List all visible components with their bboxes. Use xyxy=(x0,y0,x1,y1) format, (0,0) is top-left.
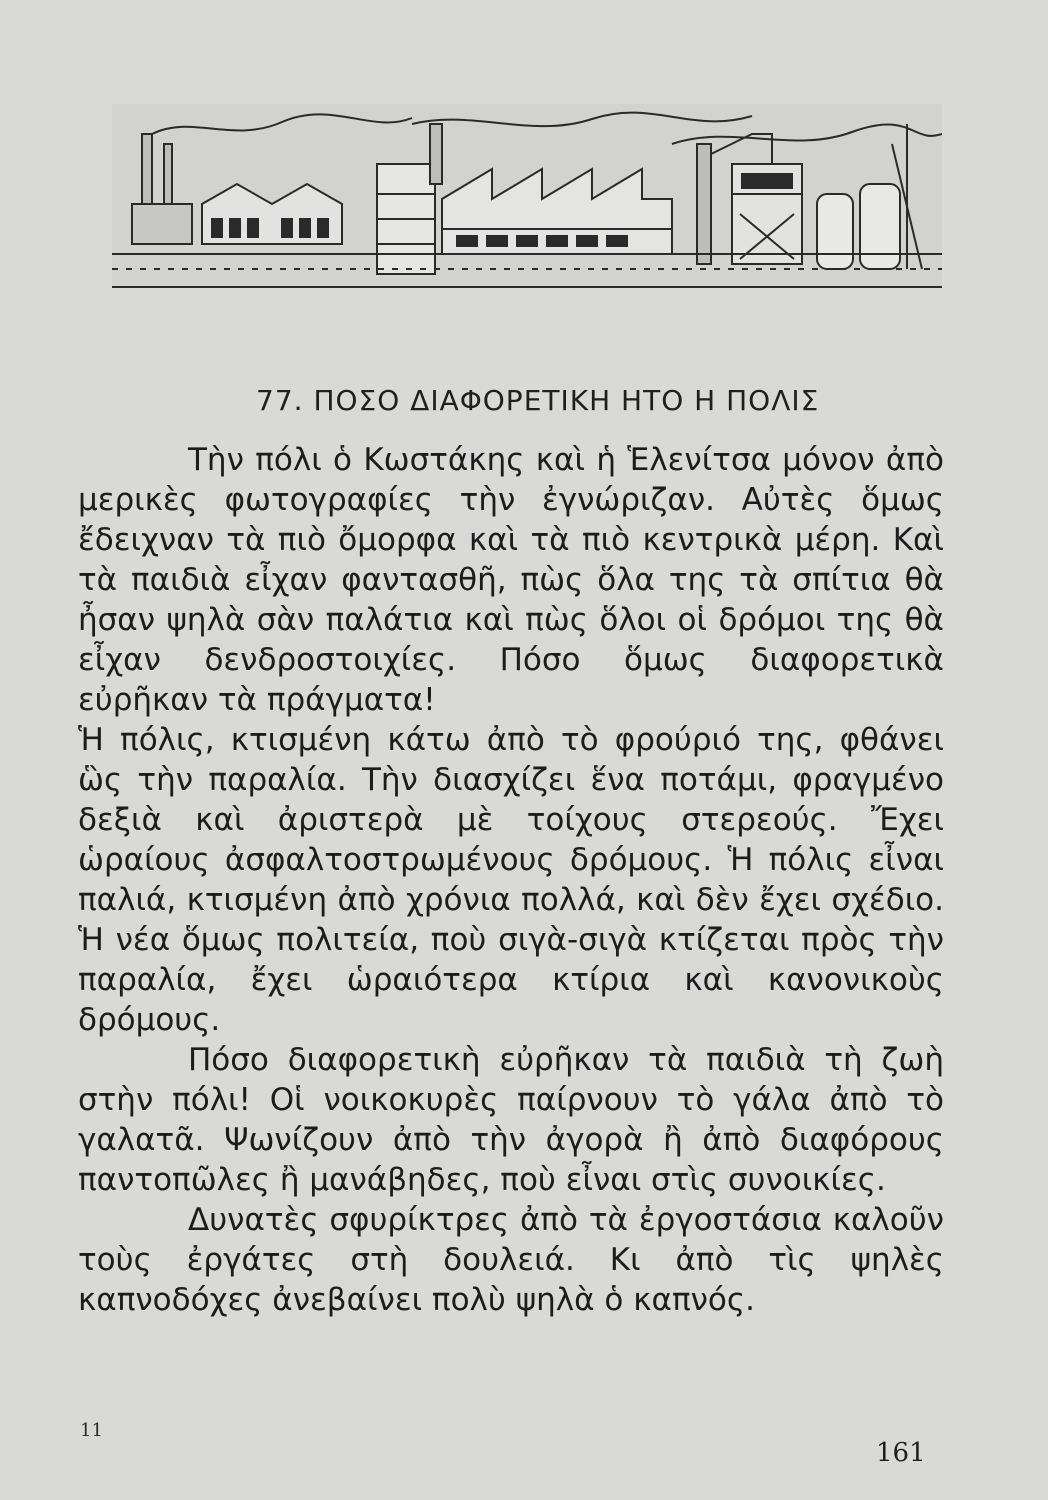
paragraph-4: Δυνατὲς σφυρίκτρες ἀπὸ τὰ ἐργοστάσια καλοῦν τοὺς ἐργάτες στὴ δουλειά. Κι ἀπὸ τὶς ψηλὲς καπνοδόχες ἀνεβαίνει πολὺ ψηλὰ ὁ καπνός. xyxy=(78,1202,944,1318)
chapter-heading xyxy=(256,384,976,417)
factory-illustration xyxy=(112,104,942,288)
printer-signature: 11 xyxy=(80,1420,103,1441)
factory-drawing xyxy=(112,104,942,286)
chapter-title-text: ΠΟΣΟ ΔΙΑΦΟΡΕΤΙΚΗ ΗΤΟ Η ΠΟΛΙΣ xyxy=(313,384,820,417)
chapter-body xyxy=(78,440,944,1320)
chapter-number: 77. xyxy=(256,384,304,417)
page-number: 161 xyxy=(876,1438,926,1468)
paragraph-2: Ἡ πόλις, κτισμένη κάτω ἀπὸ τὸ φρούριό της, φθάνει ὣς τὴν παραλία. Τὴν διασχίζει ἕνα ποτάμι, φραγμένο δεξιὰ καὶ ἀριστερὰ μὲ τοίχους στερεούς. Ἔχει ὡραίους ἀσφαλτοστρωμένους δρόμους. Ἡ πόλις εἶναι παλιά, κτισμένη ἀπὸ χρόνια πολλά, καὶ δὲν ἔχει σχέδιο. Ἡ νέα ὅμως πολιτεία, ποὺ σιγὰ-σιγὰ κτίζεται πρὸς τὴν παραλία, ἔχει ὡραιότερα κτίρια καὶ κανονικοὺς δρόμους. xyxy=(78,722,944,1038)
paragraph-1: Τὴν πόλι ὁ Κωστάκης καὶ ἡ Ἑλενίτσα μόνον ἀπὸ μερικὲς φωτογραφίες τὴν ἐγνώριζαν. Αὐτὲς ὅμως ἔδειχναν τὰ πιὸ ὄμορφα καὶ τὰ πιὸ κεντρικὰ μέρη. Καὶ τὰ παιδιὰ εἶχαν φαντασθῆ, πὼς ὅλα της τὰ σπίτια θὰ ἦσαν ψηλὰ σὰν παλάτια καὶ πὼς ὅλοι οἱ δρόμοι της θὰ εἶχαν δενδροστοιχίες. Πόσο ὅμως διαφορετικὰ εὐρῆκαν τὰ πράγματα! xyxy=(78,442,944,718)
paragraph-3: Πόσο διαφορετικὴ εὐρῆκαν τὰ παιδιὰ τὴ ζωὴ στὴν πόλι! Οἱ νοικοκυρὲς παίρνουν τὸ γάλα ἀπὸ τὸ γαλατᾶ. Ψωνίζουν ἀπὸ τὴν ἀγορὰ ἢ ἀπὸ διαφόρους παντοπῶλες ἢ μανάβηδες, ποὺ εἶναι στὶς συνοικίες. xyxy=(78,1042,944,1198)
